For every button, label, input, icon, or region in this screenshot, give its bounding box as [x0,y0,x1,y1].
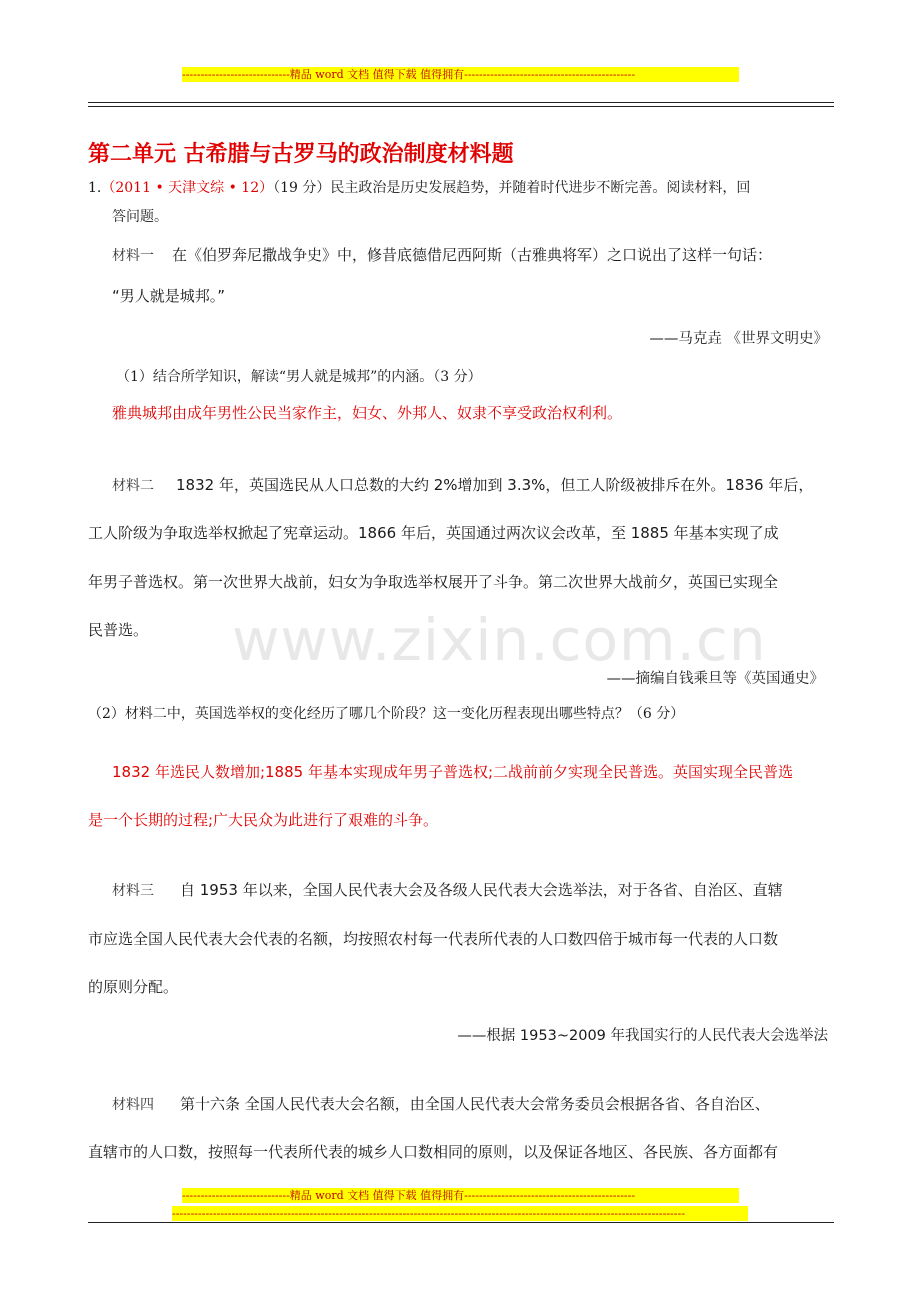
header-banner: -----------------------------精品 word 文档 值得下载 值得拥有---------------------------------------------- [182,67,739,82]
material2-line4: 民普选。 [88,621,149,639]
material4-label: 材料四 [112,1097,154,1113]
material4-line1 [112,1093,770,1114]
material1-source: ——马克垚 《世界文明史》 [649,331,828,347]
material4-line2: 直辖市的人口数，按照每一代表所代表的城乡人口数相同的原则，以及保证各地区、各民族、各方面都有 [88,1143,779,1161]
question-source: （2011 • 天津文综 • 12） [101,180,274,196]
material3-line1 [112,879,783,900]
q2-answer-line1: 1832 年选民人数增加;1885 年基本实现成年男子普选权;二战前前夕实现全民普选。英国实现全民普选 [112,763,793,781]
material1-text1: 在《伯罗奔尼撒战争史》中，修昔底德借尼西阿斯（古雅典将军）之口说出了这样一句话： [172,246,773,264]
material4-text1: 第十六条 全国人民代表大会名额，由全国人民代表大会常务委员会根据各省、各自治区、 [180,1095,770,1113]
footer-rule [88,1222,834,1223]
material1-line2: “男人就是城邦。” [112,287,226,305]
q2-answer-line2: 是一个长期的过程;广大民众为此进行了艰难的斗争。 [88,811,439,829]
material1-label: 材料一 [112,248,154,264]
material3-line2: 市应选全国人民代表大会代表的名额，均按照农村每一代表所代表的人口数四倍于城市每一代表的人口数 [88,930,779,948]
material2-source: ——摘编自钱乘旦等《英国通史》 [606,671,824,687]
material1-line1 [112,244,772,265]
material3-label: 材料三 [112,883,154,899]
material2-line3: 年男子普选权。第一次世界大战前，妇女为争取选举权展开了斗争。第二次世界大战前夕，英国已实现全 [88,573,779,591]
material2-line1 [112,474,813,495]
material3-source: ——根据 1953~2009 年我国实行的人民代表大会选举法 [457,1028,828,1044]
footer-banner: -----------------------------精品 word 文档 值得下载 值得拥有---------------------------------------------- [182,1188,739,1203]
question-intro-text: （19 分）民主政治是历史发展趋势，并随着时代进步不断完善。阅读材料，回 [273,180,751,196]
material3-text1: 自 1953 年以来，全国人民代表大会及各级人民代表大会选举法，对于各省、自治区、直辖 [180,881,783,899]
q2-text: （2）材料二中，英国选举权的变化经历了哪几个阶段？这一变化历程表现出哪些特点？（6 分） [88,706,685,722]
material2-label: 材料二 [112,478,154,494]
page-title: 第二单元 古希腊与古罗马的政治制度材料题 [88,142,514,167]
q1-answer: 雅典城邦由成年男性公民当家作主，妇女、外邦人、奴隶不享受政治权利利。 [112,404,623,422]
header-rule-top [88,102,834,103]
question-intro [88,177,750,197]
material3-line3: 的原则分配。 [88,978,179,996]
footer-banner-dashes: ------------------------------------------------------------------------------------------------------------------------------------------ [172,1206,748,1221]
material2-text1: 1832 年，英国选民从人口总数的大约 2%增加到 3.3%，但工人阶级被排斥在外。1836 年后， [176,476,814,494]
question-intro-cont: 答问题。 [112,209,168,225]
watermark: www.zixin.com.cn [232,606,767,674]
header-rule-bottom [88,106,834,107]
question-number: 1. [88,180,102,196]
q1-text: （1）结合所学知识，解读“男人就是城邦”的内涵。（3 分） [116,369,482,385]
material2-line2: 工人阶级为争取选举权掀起了宪章运动。1866 年后，英国通过两次议会改革，至 1885 年基本实现了成 [88,524,779,542]
